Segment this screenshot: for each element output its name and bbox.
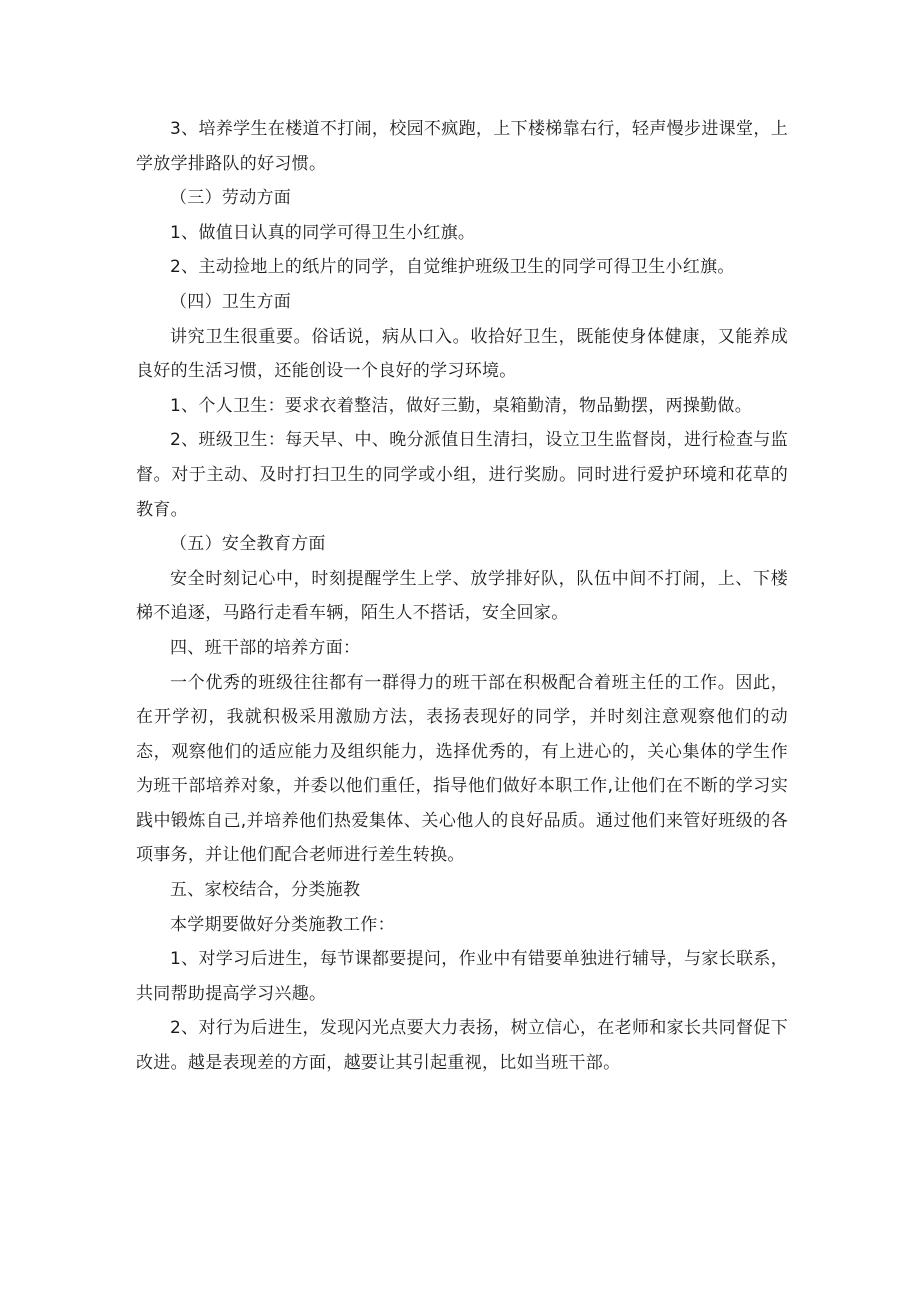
paragraph-personal-hygiene: 1、个人卫生：要求衣着整洁，做好三勤，桌箱勤清，物品勤摆，两操勤做。 xyxy=(170,395,753,416)
paragraph-learning-laggards: 1、对学习后进生，每节课都要提问，作业中有错要单独进行辅导，与家长联系，共同帮助提高学习兴趣。 xyxy=(136,949,788,1004)
paragraph-class-hygiene: 2、班级卫生：每天早、中、晚分派值日生清扫，设立卫生监督岗，进行检查与监督。对于主动、及时打扫卫生的同学或小组，进行奖励。同时进行爱护环境和花草的教育。 xyxy=(136,430,788,520)
paragraph-stair-habits: 3、培养学生在楼道不打闹，校园不疯跑，上下楼梯靠右行，轻声慢步进课堂，上学放学排路队的好习惯。 xyxy=(136,119,788,174)
paragraph-labor-2: 2、主动捡地上的纸片的同学，自觉维护班级卫生的同学可得卫生小红旗。 xyxy=(170,257,735,278)
paragraph-home-school-intro: 本学期要做好分类施教工作： xyxy=(170,914,395,935)
paragraph-class-cadres: 一个优秀的班级往往都有一群得力的班干部在积极配合着班主任的工作。因此，在开学初，我就积极采用激励方法，表扬表现好的同学，并时刻注意观察他们的动态，观察他们的适应能力及组织能力，选择优秀的，有上进心的，关心集体的学生作为班干部培养对象，并委以他们重任，指导他们做好本职工作,让他们在不断的学习实践中锻炼自己,并培养他们热爱集体、关心他人的良好品质。通过他们来管好班级的各项事务，并让他们配合老师进行差生转换。 xyxy=(136,672,788,866)
heading-hygiene: （四）卫生方面 xyxy=(170,291,292,312)
heading-labor: （三）劳动方面 xyxy=(170,188,292,209)
paragraph-behavior-laggards: 2、对行为后进生，发现闪光点要大力表扬，树立信心，在老师和家长共同督促下改进。越是表现差的方面，越要让其引起重视，比如当班干部。 xyxy=(136,1018,788,1074)
heading-safety: （五）安全教育方面 xyxy=(170,534,326,555)
document-body xyxy=(136,112,788,1081)
paragraph-hygiene-intro: 讲究卫生很重要。俗话说，病从口入。收拾好卫生，既能使身体健康，又能养成良好的生活习惯，还能创设一个良好的学习环境。 xyxy=(136,326,788,382)
paragraph-safety: 安全时刻记心中，时刻提醒学生上学、放学排好队，队伍中间不打闹，上、下楼梯不追逐，马路行走看车辆，陌生人不搭话，安全回家。 xyxy=(136,568,788,624)
heading-home-school: 五、家校结合，分类施教 xyxy=(170,880,361,901)
heading-class-cadres: 四、班干部的培养方面： xyxy=(170,637,361,658)
paragraph-labor-1: 1、做值日认真的同学可得卫生小红旗。 xyxy=(170,222,476,243)
